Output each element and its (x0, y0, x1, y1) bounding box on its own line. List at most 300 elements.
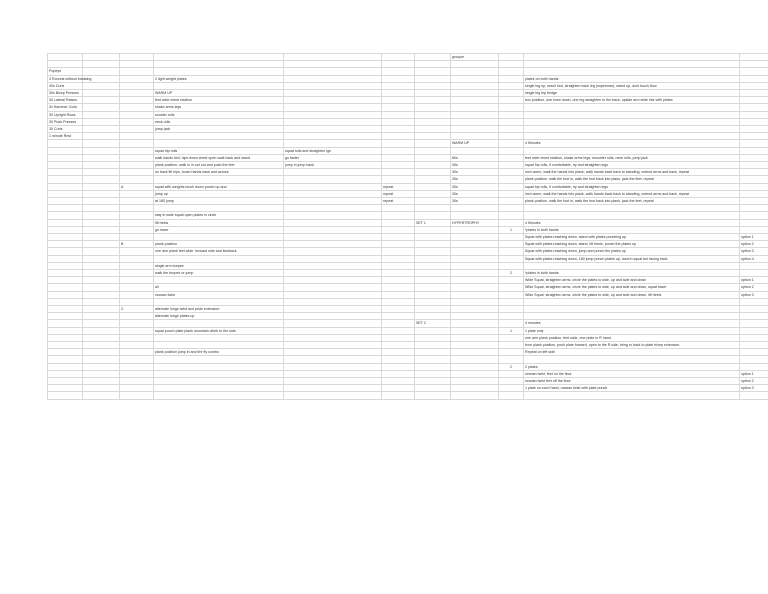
sheet-cell[interactable]: alternate lunge twist and pride extension (154, 306, 284, 313)
sheet-cell[interactable]: at 180 jump (154, 198, 284, 205)
sheet-cell[interactable] (382, 370, 415, 377)
sheet-cell[interactable] (154, 363, 284, 370)
sheet-cell[interactable] (382, 169, 415, 176)
sheet-cell[interactable] (48, 176, 83, 183)
sheet-cell[interactable] (382, 363, 415, 370)
sheet-cell[interactable] (499, 183, 524, 190)
sheet-cell[interactable]: Wide Squat, straighten arms, circle the plates to side, up and side and down, lift heels (524, 291, 740, 298)
sheet-cell[interactable] (415, 90, 451, 97)
sheet-cell[interactable] (83, 378, 120, 385)
sheet-cell[interactable] (451, 126, 499, 133)
sheet-cell[interactable]: inch worm, walk the hands into plank, walk hands back back to standing, extend arms and back, repeat (524, 169, 740, 176)
sheet-cell[interactable] (524, 133, 740, 140)
sheet-cell[interactable] (382, 392, 415, 399)
sheet-cell[interactable]: squat rolls and straighten lgs (284, 147, 382, 154)
sheet-cell[interactable] (284, 363, 382, 370)
sheet-cell[interactable] (120, 169, 154, 176)
sheet-cell[interactable] (499, 147, 524, 154)
sheet-cell[interactable] (154, 378, 284, 385)
sheet-cell[interactable] (499, 349, 524, 356)
sheet-cell[interactable] (83, 147, 120, 154)
sheet-cell[interactable] (740, 219, 768, 226)
sheet-cell[interactable] (451, 82, 499, 89)
sheet-cell[interactable] (415, 140, 451, 147)
sheet-cell[interactable] (451, 320, 499, 327)
sheet-cell[interactable]: 1 (499, 327, 524, 334)
sheet-cell[interactable] (499, 190, 524, 197)
sheet-cell[interactable] (284, 82, 382, 89)
sheet-cell[interactable]: 1 plate on each hand, russian twist with plate punch (524, 385, 740, 392)
sheet-cell[interactable] (740, 97, 768, 104)
sheet-cell[interactable] (83, 54, 120, 61)
sheet-cell[interactable]: 1 (499, 226, 524, 233)
sheet-cell[interactable] (83, 68, 120, 75)
sheet-cell[interactable] (451, 370, 499, 377)
sheet-cell[interactable] (499, 248, 524, 255)
sheet-cell[interactable]: from plank position, push plate forward, open to the R side, bring to back to plate tricep extension (524, 342, 740, 349)
sheet-cell[interactable] (415, 111, 451, 118)
sheet-cell[interactable]: one arm plank feet wide. forward side and kickback (154, 248, 284, 255)
sheet-cell[interactable] (382, 104, 415, 111)
sheet-cell[interactable]: squat hip rolls, if comfortable, try and straighten legs (524, 162, 740, 169)
sheet-cell[interactable] (48, 241, 83, 248)
sheet-cell[interactable] (120, 226, 154, 233)
sheet-cell[interactable] (284, 169, 382, 176)
sheet-cell[interactable] (740, 126, 768, 133)
sheet-cell[interactable] (83, 219, 120, 226)
sheet-cell[interactable] (120, 162, 154, 169)
sheet-cell[interactable] (83, 104, 120, 111)
sheet-cell[interactable] (499, 320, 524, 327)
sheet-cell[interactable] (451, 205, 499, 212)
sheet-cell[interactable] (451, 356, 499, 363)
sheet-cell[interactable] (451, 349, 499, 356)
sheet-cell[interactable] (415, 363, 451, 370)
sheet-cell[interactable] (451, 342, 499, 349)
sheet-cell[interactable] (154, 82, 284, 89)
sheet-cell[interactable] (451, 298, 499, 305)
sheet-cell[interactable] (499, 97, 524, 104)
sheet-cell[interactable] (48, 219, 83, 226)
sheet-cell[interactable] (382, 126, 415, 133)
sheet-cell[interactable] (382, 111, 415, 118)
sheet-cell[interactable] (415, 118, 451, 125)
sheet-cell[interactable] (451, 97, 499, 104)
sheet-cell[interactable] (740, 363, 768, 370)
sheet-cell[interactable] (415, 378, 451, 385)
sheet-cell[interactable] (740, 313, 768, 320)
sheet-cell[interactable] (499, 378, 524, 385)
sheet-cell[interactable] (120, 363, 154, 370)
sheet-cell[interactable]: squat punch plate plank mountain climb to the side (154, 327, 284, 334)
sheet-cell[interactable] (83, 327, 120, 334)
sheet-cell[interactable] (48, 190, 83, 197)
sheet-cell[interactable] (154, 320, 284, 327)
sheet-cell[interactable] (499, 219, 524, 226)
sheet-cell[interactable] (499, 68, 524, 75)
sheet-cell[interactable] (284, 291, 382, 298)
sheet-cell[interactable]: 4 minutes (524, 320, 740, 327)
sheet-cell[interactable] (120, 334, 154, 341)
sheet-cell[interactable] (284, 334, 382, 341)
sheet-cell[interactable] (740, 320, 768, 327)
sheet-cell[interactable] (120, 392, 154, 399)
sheet-cell[interactable] (83, 90, 120, 97)
sheet-cell[interactable] (48, 363, 83, 370)
sheet-cell[interactable] (83, 234, 120, 241)
sheet-cell[interactable] (499, 370, 524, 377)
sheet-cell[interactable] (415, 97, 451, 104)
sheet-cell[interactable] (415, 370, 451, 377)
sheet-cell[interactable] (499, 169, 524, 176)
sheet-cell[interactable] (284, 126, 382, 133)
sheet-cell[interactable] (48, 248, 83, 255)
sheet-cell[interactable]: squat hip rolls (154, 147, 284, 154)
sheet-cell[interactable] (499, 356, 524, 363)
sheet-cell[interactable] (382, 82, 415, 89)
sheet-cell[interactable] (83, 176, 120, 183)
sheet-cell[interactable] (154, 234, 284, 241)
sheet-cell[interactable] (154, 205, 284, 212)
sheet-cell[interactable] (451, 291, 499, 298)
sheet-cell[interactable] (415, 162, 451, 169)
sheet-cell[interactable] (284, 342, 382, 349)
sheet-cell[interactable] (83, 313, 120, 320)
sheet-cell[interactable] (83, 298, 120, 305)
sheet-cell[interactable] (48, 205, 83, 212)
sheet-cell[interactable] (415, 306, 451, 313)
sheet-cell[interactable] (415, 190, 451, 197)
sheet-cell[interactable] (83, 126, 120, 133)
sheet-cell[interactable] (740, 162, 768, 169)
sheet-cell[interactable] (83, 342, 120, 349)
sheet-cell[interactable] (382, 306, 415, 313)
sheet-cell[interactable]: 30s (451, 176, 499, 183)
sheet-cell[interactable] (48, 198, 83, 205)
sheet-cell[interactable] (120, 176, 154, 183)
sheet-cell[interactable] (415, 154, 451, 161)
sheet-cell[interactable] (83, 291, 120, 298)
sheet-cell[interactable] (83, 111, 120, 118)
sheet-cell[interactable] (740, 349, 768, 356)
sheet-cell[interactable]: Squat with plates reaching down, jump and punch the plates up (524, 248, 740, 255)
sheet-cell[interactable] (48, 162, 83, 169)
sheet-cell[interactable] (499, 313, 524, 320)
sheet-cell[interactable]: A (120, 183, 154, 190)
sheet-cell[interactable] (120, 118, 154, 125)
sheet-cell[interactable]: repeat (382, 190, 415, 197)
sheet-cell[interactable] (154, 298, 284, 305)
sheet-cell[interactable] (740, 298, 768, 305)
sheet-cell[interactable] (48, 313, 83, 320)
sheet-cell[interactable] (499, 306, 524, 313)
sheet-cell[interactable] (284, 90, 382, 97)
sheet-cell[interactable] (740, 342, 768, 349)
sheet-cell[interactable] (499, 262, 524, 269)
sheet-cell[interactable] (120, 126, 154, 133)
sheet-cell[interactable]: repeat (382, 183, 415, 190)
sheet-cell[interactable] (382, 385, 415, 392)
sheet-cell[interactable]: repeat (382, 198, 415, 205)
sheet-cell[interactable] (524, 54, 740, 61)
sheet-cell[interactable] (120, 370, 154, 377)
sheet-cell[interactable]: option 1 (740, 234, 768, 241)
sheet-cell[interactable] (382, 219, 415, 226)
sheet-cell[interactable] (83, 241, 120, 248)
sheet-cell[interactable]: Popeye (48, 68, 83, 75)
sheet-cell[interactable]: box position, one knee down, one leg straighten to the back, upside arm wide rise with plates (524, 97, 740, 104)
sheet-cell[interactable]: option 2 (740, 378, 768, 385)
sheet-cell[interactable] (415, 183, 451, 190)
sheet-cell[interactable] (415, 68, 451, 75)
sheet-cell[interactable] (382, 349, 415, 356)
sheet-cell[interactable] (740, 147, 768, 154)
sheet-cell[interactable] (83, 334, 120, 341)
sheet-cell[interactable]: 2 light weight plates (154, 75, 284, 82)
sheet-cell[interactable] (284, 378, 382, 385)
sheet-cell[interactable] (120, 327, 154, 334)
sheet-cell[interactable] (740, 176, 768, 183)
sheet-cell[interactable] (48, 262, 83, 269)
sheet-cell[interactable] (154, 370, 284, 377)
sheet-cell[interactable] (740, 270, 768, 277)
sheet-cell[interactable] (284, 75, 382, 82)
sheet-cell[interactable] (284, 183, 382, 190)
sheet-cell[interactable] (415, 291, 451, 298)
sheet-cell[interactable] (382, 255, 415, 262)
sheet-cell[interactable] (451, 284, 499, 291)
sheet-cell[interactable] (120, 68, 154, 75)
sheet-cell[interactable]: Squat with plates reaching down, stand, lift heels, punch the plates up (524, 241, 740, 248)
sheet-cell[interactable] (83, 392, 120, 399)
sheet-cell[interactable] (154, 277, 284, 284)
sheet-cell[interactable] (154, 255, 284, 262)
sheet-cell[interactable] (83, 306, 120, 313)
sheet-cell[interactable]: 2 plates (524, 363, 740, 370)
sheet-cell[interactable]: Wide Squat, straighten arms, circle the plates to side, up and side and down (524, 277, 740, 284)
sheet-cell[interactable]: alternate lunge plates up (154, 313, 284, 320)
sheet-cell[interactable]: 2 (499, 363, 524, 370)
sheet-cell[interactable] (415, 349, 451, 356)
sheet-cell[interactable] (499, 54, 524, 61)
sheet-cell[interactable] (284, 68, 382, 75)
sheet-cell[interactable] (120, 349, 154, 356)
sheet-cell[interactable] (284, 226, 382, 233)
sheet-cell[interactable] (524, 306, 740, 313)
sheet-cell[interactable] (524, 392, 740, 399)
sheet-cell[interactable] (284, 284, 382, 291)
sheet-cell[interactable] (740, 111, 768, 118)
sheet-cell[interactable] (154, 385, 284, 392)
sheet-cell[interactable]: feet wide chest rotation, shake arms legs, shoulder rolls, neck rolls, jump jack (524, 154, 740, 161)
sheet-cell[interactable] (83, 61, 120, 68)
sheet-cell[interactable] (284, 262, 382, 269)
sheet-cell[interactable] (120, 291, 154, 298)
sheet-cell[interactable] (740, 198, 768, 205)
sheet-cell[interactable] (451, 90, 499, 97)
sheet-cell[interactable] (524, 68, 740, 75)
sheet-cell[interactable] (154, 342, 284, 349)
sheet-cell[interactable] (415, 277, 451, 284)
sheet-cell[interactable] (382, 277, 415, 284)
sheet-cell[interactable] (120, 54, 154, 61)
sheet-cell[interactable]: 30 Upright Rows (48, 111, 83, 118)
sheet-cell[interactable] (284, 97, 382, 104)
sheet-cell[interactable] (284, 248, 382, 255)
sheet-cell[interactable] (499, 205, 524, 212)
sheet-cell[interactable] (83, 248, 120, 255)
sheet-cell[interactable]: plates on both hands (524, 75, 740, 82)
sheet-cell[interactable] (499, 284, 524, 291)
sheet-cell[interactable] (415, 392, 451, 399)
sheet-cell[interactable]: C (120, 306, 154, 313)
sheet-cell[interactable] (740, 205, 768, 212)
sheet-cell[interactable] (451, 68, 499, 75)
sheet-cell[interactable]: plank position (154, 241, 284, 248)
sheet-cell[interactable] (48, 270, 83, 277)
sheet-cell[interactable] (284, 205, 382, 212)
sheet-cell[interactable] (740, 61, 768, 68)
sheet-cell[interactable] (415, 61, 451, 68)
sheet-cell[interactable] (451, 147, 499, 154)
sheet-cell[interactable] (120, 133, 154, 140)
sheet-cell[interactable]: *plates in both hands (524, 270, 740, 277)
sheet-cell[interactable]: go faster (284, 154, 382, 161)
sheet-cell[interactable] (154, 334, 284, 341)
sheet-cell[interactable] (740, 68, 768, 75)
sheet-cell[interactable] (740, 104, 768, 111)
sheet-cell[interactable] (382, 133, 415, 140)
sheet-cell[interactable] (740, 306, 768, 313)
sheet-cell[interactable]: 3 Rounds without breaking (49, 76, 92, 81)
sheet-cell[interactable] (83, 118, 120, 125)
sheet-cell[interactable] (524, 104, 740, 111)
sheet-cell[interactable] (154, 392, 284, 399)
sheet-cell[interactable] (499, 162, 524, 169)
sheet-cell[interactable]: go lower (154, 226, 284, 233)
sheet-cell[interactable]: on back lift hips, touch hands back and across (154, 169, 284, 176)
sheet-cell[interactable] (382, 291, 415, 298)
sheet-cell[interactable] (154, 176, 284, 183)
sheet-cell[interactable] (48, 169, 83, 176)
sheet-cell[interactable] (284, 212, 382, 219)
sheet-cell[interactable] (382, 262, 415, 269)
sheet-cell[interactable] (524, 298, 740, 305)
sheet-cell[interactable] (83, 190, 120, 197)
sheet-cell[interactable] (382, 118, 415, 125)
sheet-cell[interactable] (499, 75, 524, 82)
sheet-cell[interactable]: 30s (451, 183, 499, 190)
sheet-cell[interactable] (740, 140, 768, 147)
sheet-cell[interactable] (451, 133, 499, 140)
sheet-cell[interactable] (284, 349, 382, 356)
sheet-cell[interactable] (451, 111, 499, 118)
sheet-cell[interactable] (83, 82, 120, 89)
sheet-cell[interactable] (48, 349, 83, 356)
sheet-cell[interactable] (120, 212, 154, 219)
sheet-cell[interactable] (415, 75, 451, 82)
sheet-cell[interactable]: plank position jump in and fire fly combo (154, 349, 284, 356)
sheet-cell[interactable]: all (154, 284, 284, 291)
sheet-cell[interactable] (415, 313, 451, 320)
sheet-cell[interactable] (120, 277, 154, 284)
sheet-cell[interactable] (83, 385, 120, 392)
sheet-cell[interactable] (740, 133, 768, 140)
sheet-cell[interactable] (48, 226, 83, 233)
sheet-cell[interactable] (382, 313, 415, 320)
sheet-cell[interactable] (382, 226, 415, 233)
sheet-cell[interactable] (382, 327, 415, 334)
sheet-cell[interactable] (415, 169, 451, 176)
sheet-cell[interactable]: russian twist (154, 291, 284, 298)
sheet-cell[interactable] (382, 162, 415, 169)
sheet-cell[interactable] (48, 212, 83, 219)
sheet-cell[interactable] (499, 212, 524, 219)
sheet-cell[interactable] (83, 140, 120, 147)
sheet-cell[interactable] (382, 284, 415, 291)
sheet-cell[interactable] (382, 54, 415, 61)
sheet-cell[interactable] (120, 82, 154, 89)
sheet-cell[interactable] (284, 198, 382, 205)
sheet-cell[interactable] (48, 298, 83, 305)
sheet-cell[interactable] (740, 54, 768, 61)
sheet-cell[interactable] (740, 212, 768, 219)
sheet-cell[interactable] (382, 75, 415, 82)
sheet-cell[interactable]: jump in jump back (284, 162, 382, 169)
sheet-cell[interactable] (382, 147, 415, 154)
sheet-cell[interactable] (740, 183, 768, 190)
sheet-cell[interactable]: walk hands fwd, hips down chest open walk back and stand (154, 154, 284, 161)
sheet-cell[interactable]: Wide Squat, straighten arms, circle the plates to side, up and side and down, squat lower (524, 284, 740, 291)
sheet-cell[interactable] (415, 385, 451, 392)
sheet-cell[interactable] (451, 241, 499, 248)
sheet-cell[interactable] (83, 205, 120, 212)
sheet-cell[interactable] (284, 356, 382, 363)
sheet-cell[interactable] (120, 298, 154, 305)
sheet-cell[interactable]: russian twist feet off the floor (524, 378, 740, 385)
sheet-cell[interactable] (48, 54, 83, 61)
sheet-cell[interactable] (451, 255, 499, 262)
sheet-cell[interactable] (451, 306, 499, 313)
sheet-cell[interactable]: plank position, walk the foot in, walk the foot back into plank, jack the feet, repeat (524, 176, 740, 183)
sheet-cell[interactable] (451, 118, 499, 125)
sheet-cell[interactable] (83, 154, 120, 161)
sheet-cell[interactable] (120, 97, 154, 104)
sheet-cell[interactable] (154, 54, 284, 61)
sheet-cell[interactable]: WARM UP (154, 90, 284, 97)
sheet-cell[interactable] (740, 82, 768, 89)
sheet-cell[interactable] (83, 198, 120, 205)
sheet-cell[interactable] (382, 234, 415, 241)
sheet-cell[interactable] (48, 342, 83, 349)
sheet-cell[interactable] (48, 277, 83, 284)
sheet-cell[interactable]: russian twist, feet on the floor (524, 370, 740, 377)
sheet-cell[interactable] (415, 234, 451, 241)
sheet-cell[interactable] (284, 392, 382, 399)
sheet-cell[interactable]: 4 Minutes (524, 140, 740, 147)
sheet-cell[interactable] (499, 82, 524, 89)
sheet-cell[interactable] (740, 392, 768, 399)
sheet-cell[interactable] (284, 234, 382, 241)
sheet-cell[interactable]: option 3 (740, 385, 768, 392)
sheet-cell[interactable] (120, 104, 154, 111)
sheet-cell[interactable] (415, 334, 451, 341)
sheet-cell[interactable] (284, 313, 382, 320)
sheet-cell[interactable] (740, 356, 768, 363)
sheet-cell[interactable]: WARM UP (451, 140, 499, 147)
sheet-cell[interactable] (120, 111, 154, 118)
sheet-cell[interactable] (284, 370, 382, 377)
